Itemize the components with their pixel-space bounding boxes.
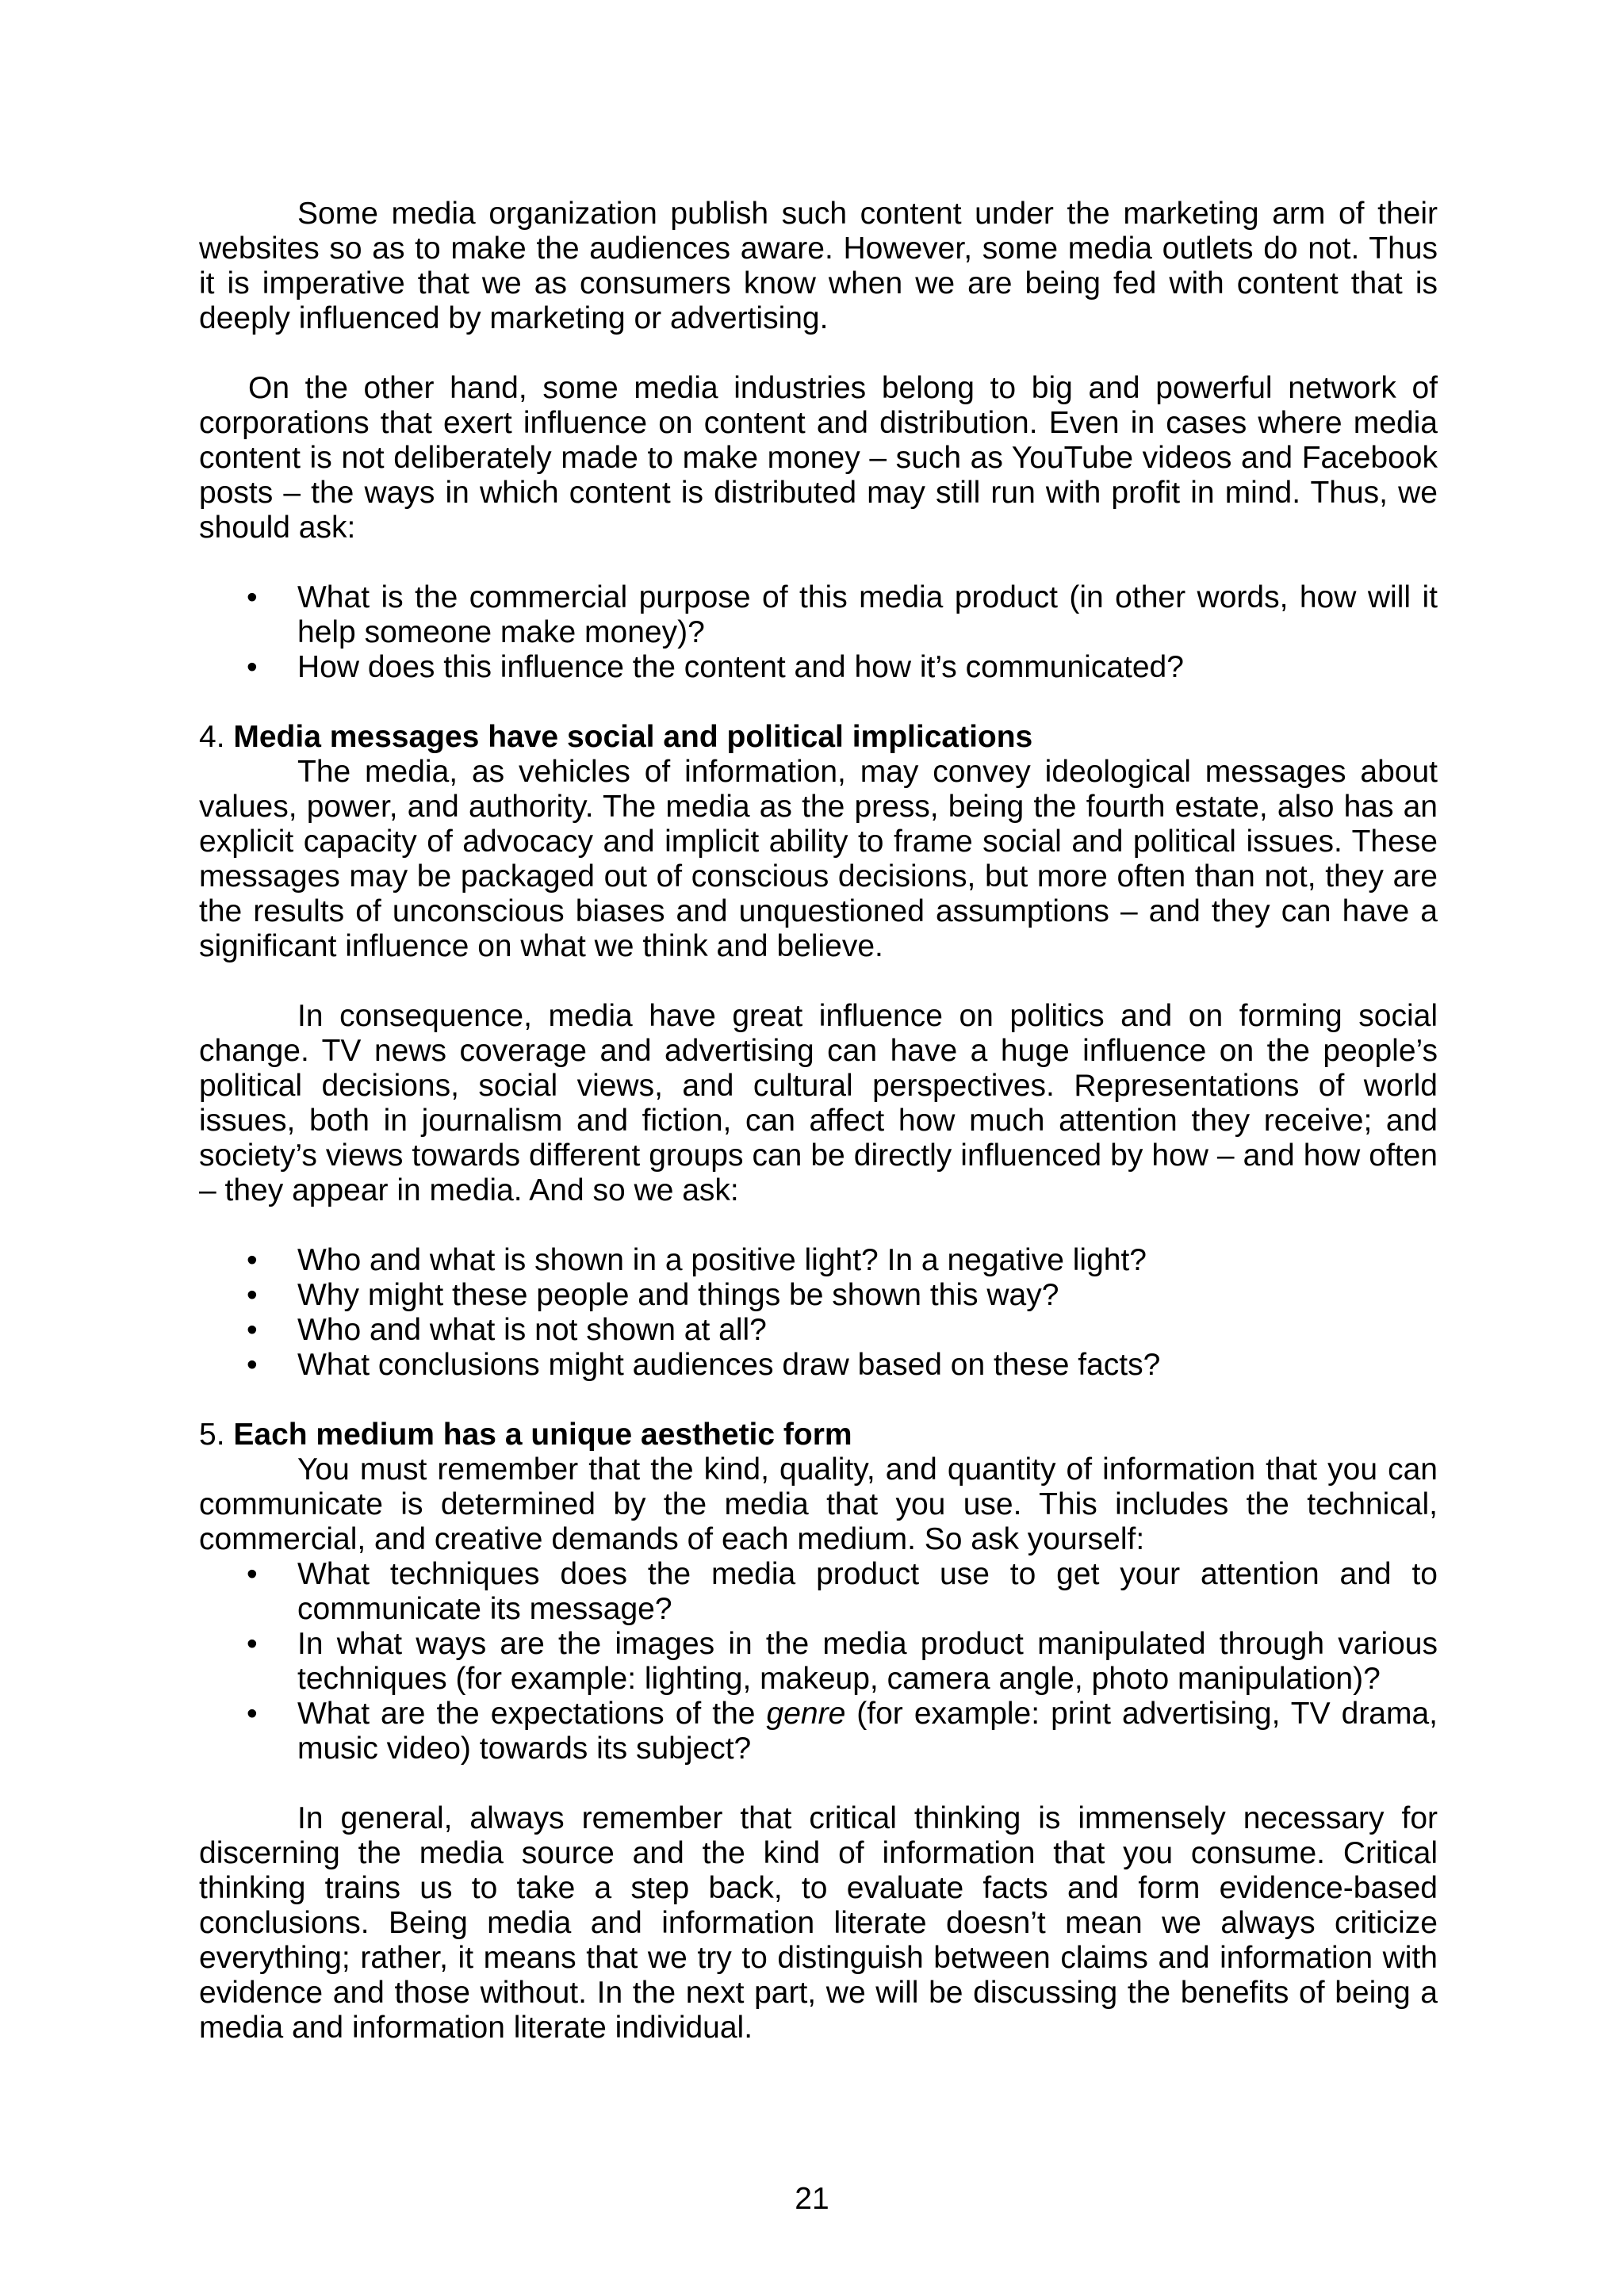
- paragraph-gap: [199, 336, 1438, 371]
- emphasized-term: genre: [766, 1697, 846, 1731]
- list-item: [199, 1697, 1438, 1766]
- paragraph-political-influence: In consequence, media have great influence on politics and on forming social change. TV news coverage and advertising can have a huge influence on the people’s political decisions, social views, and cultural perspectives. Representations of world issues, both in journalism and fiction, can affect how much attention they receive; and society’s views towards different groups can be directly influenced by how – and how often – they appear in media. And so we ask:: [199, 999, 1438, 1207]
- paragraph-ideological-messages: The media, as vehicles of information, may convey ideological messages about values, power, and authority. The media as the press, being the fourth estate, also has an explicit capacity of advocacy and implicit ability to frame social and political issues. These messages may be packaged out of conscious decisions, but more often than not, they are the results of unconscious biases and unquestioned assumptions – and they can have a significant influence on what we think and believe.: [199, 755, 1438, 963]
- list-item: • Who and what is shown in a positive light? In a negative light?: [199, 1243, 1438, 1278]
- list-item: • How does this influence the content and how it’s communicated?: [199, 650, 1438, 685]
- list-item-text: What are the expectations of the: [297, 1697, 767, 1731]
- paragraph-gap: [199, 964, 1438, 999]
- list-item: • What is the commercial purpose of this media product (in other words, how will it help someone make money)?: [199, 580, 1438, 650]
- list-item: • Why might these people and things be shown this way?: [199, 1278, 1438, 1313]
- paragraph-marketing: Some media organization publish such content under the marketing arm of their websites so as to make the audiences aware. However, some media outlets do not. Thus it is imperative that we as consumers know when we are being fed with content that is deeply influenced by marketing or advertising.: [199, 197, 1438, 335]
- section-title: Media messages have social and political implications: [233, 720, 1033, 754]
- list-item: • What techniques does the media product use to get your attention and to communicate its message?: [199, 1557, 1438, 1627]
- page-number: 21: [795, 2182, 829, 2216]
- paragraph-gap: [199, 1383, 1438, 1418]
- section-title: Each medium has a unique aesthetic form: [233, 1418, 852, 1452]
- commercial-questions-list: [199, 580, 1438, 685]
- section-heading-4: [199, 720, 1438, 755]
- paragraph-aesthetic-form: You must remember that the kind, quality, and quantity of information that you can communicate is determined by the media that you use. This includes the technical, commercial, and creative demands of each medium. So ask yourself:: [199, 1452, 1438, 1556]
- paragraph-gap: [199, 1766, 1438, 1801]
- list-item: • In what ways are the images in the media product manipulated through various techniques (for example: lighting, makeup, camera angle, photo manipulation)?: [199, 1627, 1438, 1697]
- paragraph-corporations: On the other hand, some media industries belong to big and powerful network of corporations that exert influence on content and distribution. Even in cases where media content is not deliberately made to make money – such as YouTube videos and Facebook posts – the ways in which content is distributed may still run with profit in mind. Thus, we should ask:: [199, 371, 1438, 545]
- paragraph-gap: [199, 685, 1438, 720]
- list-item-text: (for example: print advertising, TV drama, music video) towards its subject?: [297, 1697, 1438, 1766]
- list-item: • What conclusions might audiences draw based on these facts?: [199, 1348, 1438, 1383]
- paragraph-gap: [199, 1208, 1438, 1243]
- section-heading-5: [199, 1418, 1438, 1452]
- section-number: 4.: [199, 720, 234, 754]
- aesthetic-questions-list: [199, 1557, 1438, 1766]
- document-page: [199, 197, 1438, 2045]
- paragraph-gap: [199, 545, 1438, 580]
- social-questions-list: [199, 1243, 1438, 1383]
- list-item: • Who and what is not shown at all?: [199, 1313, 1438, 1348]
- paragraph-critical-thinking: In general, always remember that critical thinking is immensely necessary for discerning the media source and the kind of information that you consume. Critical thinking trains us to take a step back, to evaluate facts and form evidence-based conclusions. Being media and information literate doesn’t mean we always criticize everything; rather, it means that we try to distinguish between claims and information with evidence and those without. In the next part, we will be discussing the benefits of being a media and information literate individual.: [199, 1801, 1438, 2045]
- section-number: 5.: [199, 1418, 234, 1452]
